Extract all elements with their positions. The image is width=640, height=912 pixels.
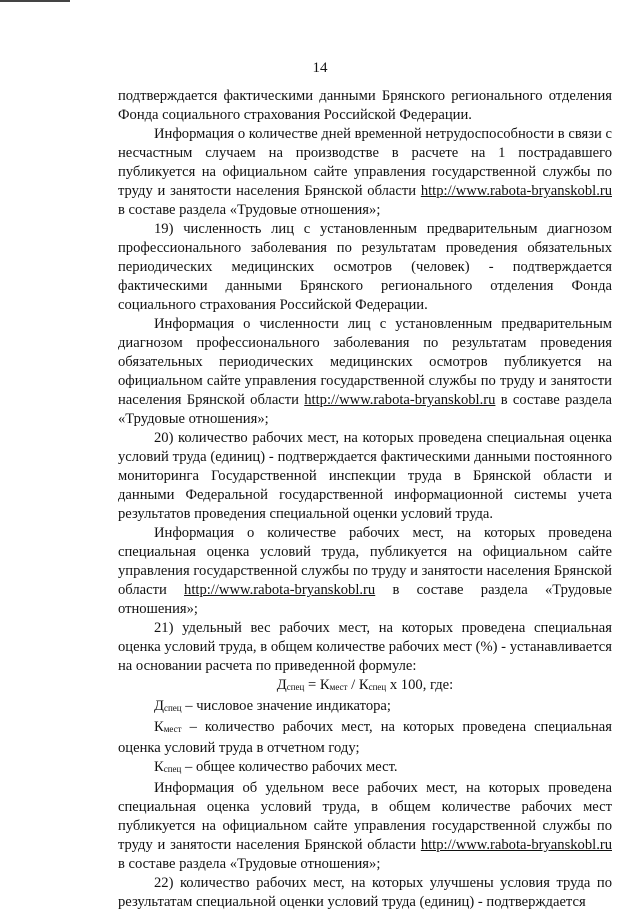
rabota-link[interactable]: http://www.rabota-bryanskobl.ru: [304, 392, 496, 408]
paragraph-6-tail: в составе раздела «Трудовые отношения»;: [118, 582, 613, 617]
definition-2-text: – количество рабочих мест, на которых проведена специальная оценка условий труда в отчетном году;: [118, 719, 612, 756]
formula-eq: = К: [304, 677, 330, 693]
paragraph-8-text: Информация об удельном весе рабочих мест, на которых проведена специальная оценка условий труда, в общем количестве рабочих мест публикуется на официальном сайте управления государственной службы по труду и занятости населения Брянской области: [118, 780, 612, 853]
formula-tail: х 100, где:: [386, 677, 454, 693]
definition-3: [118, 758, 612, 779]
definition-2-sub: мест: [163, 724, 182, 734]
paragraph-3: 19) численность лиц с установленным предварительным диагнозом профессионального заболевания по результатам проведения обязательных периодических медицинских осмотров (человек) - подтверждается фактическими данными Брянского регионального отделения Фонда социального страхования Российской Федерации.: [118, 221, 612, 313]
definition-3-symbol: К: [154, 759, 164, 775]
formula-k2-sub: спец: [368, 682, 387, 692]
definition-1-symbol: Д: [154, 698, 164, 714]
paragraph-6-text: Информация о количестве рабочих мест, на которых проведена специальная оценка условий труда, публикуется на официальном сайте управления государственной службы по труду и занятости населения Брянской области: [118, 525, 612, 598]
definition-3-text: – общее количество рабочих мест.: [181, 759, 398, 775]
rabota-link[interactable]: http://www.rabota-bryanskobl.ru: [420, 837, 612, 853]
rabota-link[interactable]: http://www.rabota-bryanskobl.ru: [420, 183, 612, 199]
definition-1-sub: спец: [163, 703, 182, 713]
paragraph-8-tail: в составе раздела «Трудовые отношения»;: [118, 856, 381, 872]
definition-2: [118, 718, 612, 758]
formula: [118, 676, 612, 697]
paragraph-2: [118, 125, 612, 220]
paragraph-1: подтверждается фактическими данными Брянского регионального отделения Фонда социального страхования Российской Федерации.: [118, 88, 612, 123]
definition-3-sub: спец: [163, 764, 182, 774]
formula-k1-sub: мест: [329, 682, 348, 692]
formula-d: Д: [276, 677, 287, 693]
paragraph-2-tail: в составе раздела «Трудовые отношения»;: [118, 202, 381, 218]
paragraph-7: 21) удельный вес рабочих мест, на которых проведена специальная оценка условий труда, в общем количестве рабочих мест (%) - устанавливается на основании расчета по приведенной формуле:: [118, 620, 612, 674]
top-rule: [0, 0, 70, 2]
paragraph-6: [118, 524, 612, 619]
page-number: 14: [312, 60, 328, 76]
paragraph-4: [118, 315, 612, 429]
definition-1-text: – числовое значение индикатора;: [181, 698, 391, 714]
formula-d-sub: спец: [286, 682, 305, 692]
paragraph-9: 22) количество рабочих мест, на которых улучшены условия труда по результатам специальной оценки условий труда (единиц) - подтверждается: [118, 875, 612, 910]
paragraph-8: [118, 779, 612, 874]
paragraph-5: 20) количество рабочих мест, на которых проведена специальная оценка условий труда (единиц) - подтверждается фактическими данными постоянного мониторинга Государственной инспекции труда в Брянской области и данными Федеральной государственной информационной системы учета результатов проведения специальной оценки условий труда.: [118, 430, 612, 522]
definition-1: [118, 697, 612, 718]
paragraph-4-text: Информация о численности лиц с установленным предварительным диагнозом профессионального заболевания по результатам проведения обязательных периодических медицинских осмотров публикуется на официальном сайте управления государственной службы по труду и занятости населения Брянской области: [118, 316, 612, 408]
paragraph-2-text: Информация о количестве дней временной нетрудоспособности в связи с несчастным случаем на производстве в расчете на 1 пострадавшего публикуется на официальном сайте управления государственной службы по труду и занятости населения Брянской области: [118, 126, 612, 199]
formula-div: / К: [347, 677, 369, 693]
paragraph-4-tail: в составе раздела «Трудовые отношения»;: [118, 392, 612, 427]
document-body: [118, 87, 612, 912]
rabota-link[interactable]: http://www.rabota-bryanskobl.ru: [184, 582, 376, 598]
definition-2-symbol: К: [154, 719, 164, 735]
